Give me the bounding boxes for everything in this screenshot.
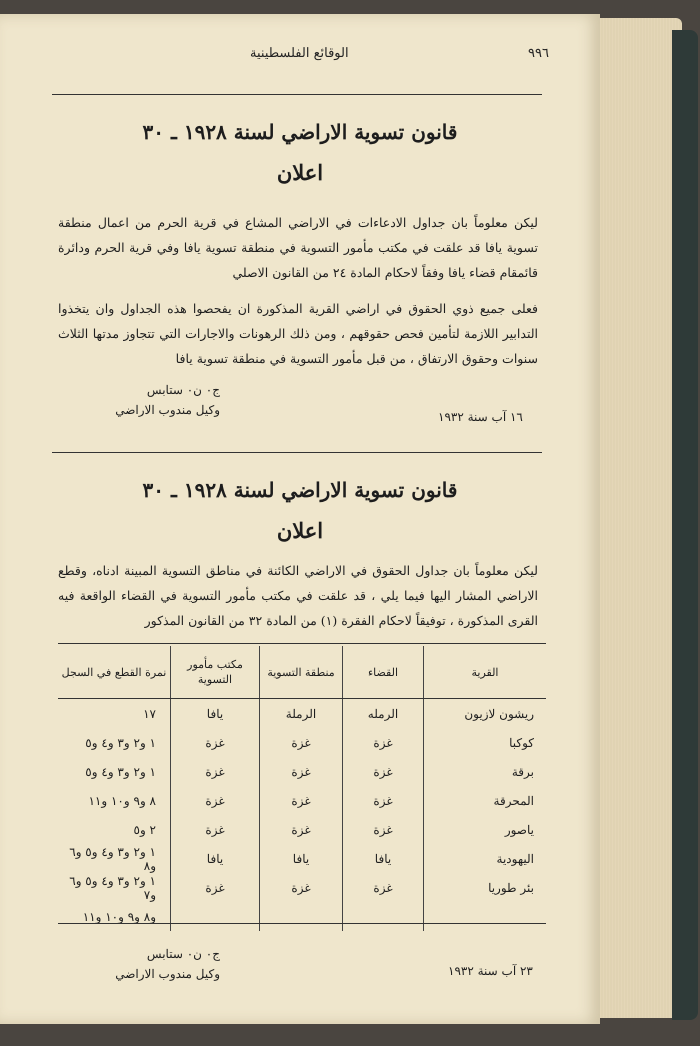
cell-area: غزة [260, 757, 343, 786]
notice2-title: قانون تسوية الاراضي لسنة ١٩٢٨ ـ ٣٠ [142, 478, 458, 502]
cell-village: بئر طوريا [424, 873, 547, 902]
cell-parcels: ١ و٢ و٣ و٤ و٥ و٦ و٨ [69, 844, 156, 873]
notice1-signature [100, 380, 220, 420]
table-row [58, 757, 546, 786]
book-cover [672, 30, 698, 1020]
gazette-page [0, 14, 600, 1024]
cell-district: الرمله [343, 699, 424, 729]
cell-parcels: ١ و٢ و٣ و٤ و٥ [85, 735, 156, 750]
cell-village: ريشون لازيون [424, 699, 547, 729]
cell-parcels: ٢ و٥ [133, 822, 156, 837]
table-header-row [58, 646, 546, 699]
signatory-title: وكيل مندوب الاراضي [115, 403, 220, 417]
table-row [58, 844, 546, 873]
signatory-title: وكيل مندوب الاراضي [115, 967, 220, 981]
section-divider [52, 452, 542, 453]
cell-parcels: ١ و٢ و٣ و٤ و٥ [85, 764, 156, 779]
table-row [58, 728, 546, 757]
table-row [58, 786, 546, 815]
notice2-date: ٢٣ آب سنة ١٩٣٢ [448, 964, 533, 978]
notice1-paragraph2: فعلى جميع ذوي الحقوق في اراضي القرية المذكورة ان يفحصوا هذه الجداول وان يتخذوا التدابير اللازمة لتأمين فحص حقوقهم ، ومن ذلك الرهونات والاجارات التي تتجاوز مدتها الثلاث سنوات وحقوق الارتفاق ، من قبل مأمور التسوية في منطقة تسوية يافا [58, 301, 538, 366]
cell-area: غزة [260, 815, 343, 844]
notice2-paragraph: ليكن معلوماً بان جداول الحقوق في الاراضي الكائنة في مناطق التسوية المبينة ادناه، وقطع الاراضي المشار اليها فيما يلي ، قد علقت في مكتب مأمور التسوية في القضاء الواقعة فيه القرى المذكورة ، توفيقاً لاحكام الفقرة (١) من المادة ٣٢ من القانون المذكور [58, 563, 538, 628]
table-row [58, 699, 546, 729]
cell-parcels: ١ و٢ و٣ و٤ و٥ و٦ و٧ [69, 873, 156, 902]
cell-district: غزة [343, 815, 424, 844]
table-top-rule [58, 643, 546, 644]
table-bottom-rule [58, 923, 546, 924]
col-area: منطقة التسوية [260, 646, 343, 699]
cell-district: غزة [343, 873, 424, 902]
cell-office [171, 902, 260, 931]
col-parcels: نمرة القطع في السجل [58, 646, 171, 699]
notice2-signature [100, 944, 220, 984]
cell-parcels: ١٧ [143, 706, 156, 721]
cell-office: غزة [171, 786, 260, 815]
cell-area: غزة [260, 728, 343, 757]
notice2-heading: اعلان [276, 518, 324, 543]
notice1-date: ١٦ آب سنة ١٩٣٢ [438, 410, 523, 424]
signatory-name: ج٠ ن٠ ستابس [146, 947, 220, 961]
cell-parcels: ٨ و٩ و١٠ و١١ [88, 793, 156, 808]
signatory-name: ج٠ ن٠ ستابس [146, 383, 220, 397]
cell-area: يافا [260, 844, 343, 873]
cell-office: غزة [171, 815, 260, 844]
gazette-title: الوقائع الفلسطينية [250, 46, 349, 61]
settlement-table [58, 646, 546, 931]
cell-office: غزة [171, 873, 260, 902]
cell-district: غزة [343, 757, 424, 786]
book-page-edges [590, 18, 682, 1018]
col-office: مكتب مأمور التسوية [171, 646, 260, 699]
cell-area [260, 902, 343, 931]
table-row [58, 902, 546, 931]
cell-area: غزة [260, 786, 343, 815]
notice1-heading: اعلان [276, 160, 324, 185]
cell-parcels: و٨ و٩ و١٠ و١١ [82, 909, 156, 924]
notice1-paragraph1: ليكن معلوماً بان جداول الادعاءات في الاراضي المشاع في قرية الحرم من اعمال منطقة تسوية يافا قد علقت في مكتب مأمور التسوية في منطقة تسوية يافا وفي قرية الحرم ودائرة قائمقام قضاء يافا وفقاً لاحكام المادة ٢٤ من القانون الاصلي [58, 215, 538, 280]
cell-office: يافا [171, 699, 260, 729]
cell-area: غزة [260, 873, 343, 902]
cell-village: برقة [424, 757, 547, 786]
cell-village [424, 902, 547, 931]
cell-area: الرملة [260, 699, 343, 729]
notice1-title: قانون تسوية الاراضي لسنة ١٩٢٨ ـ ٣٠ [142, 120, 458, 144]
cell-district [343, 902, 424, 931]
cell-office: غزة [171, 728, 260, 757]
table-row [58, 815, 546, 844]
cell-village: كوكبا [424, 728, 547, 757]
col-village: القرية [424, 646, 547, 699]
cell-district: غزة [343, 728, 424, 757]
header-rule [52, 94, 542, 95]
col-district: القضاء [343, 646, 424, 699]
table-row [58, 873, 546, 902]
cell-office: يافا [171, 844, 260, 873]
page-number: ٩٩٦ [528, 46, 549, 61]
cell-village: ياصور [424, 815, 547, 844]
cell-office: غزة [171, 757, 260, 786]
cell-village: اليهودية [424, 844, 547, 873]
cell-village: المحرقة [424, 786, 547, 815]
cell-district: يافا [343, 844, 424, 873]
cell-district: غزة [343, 786, 424, 815]
